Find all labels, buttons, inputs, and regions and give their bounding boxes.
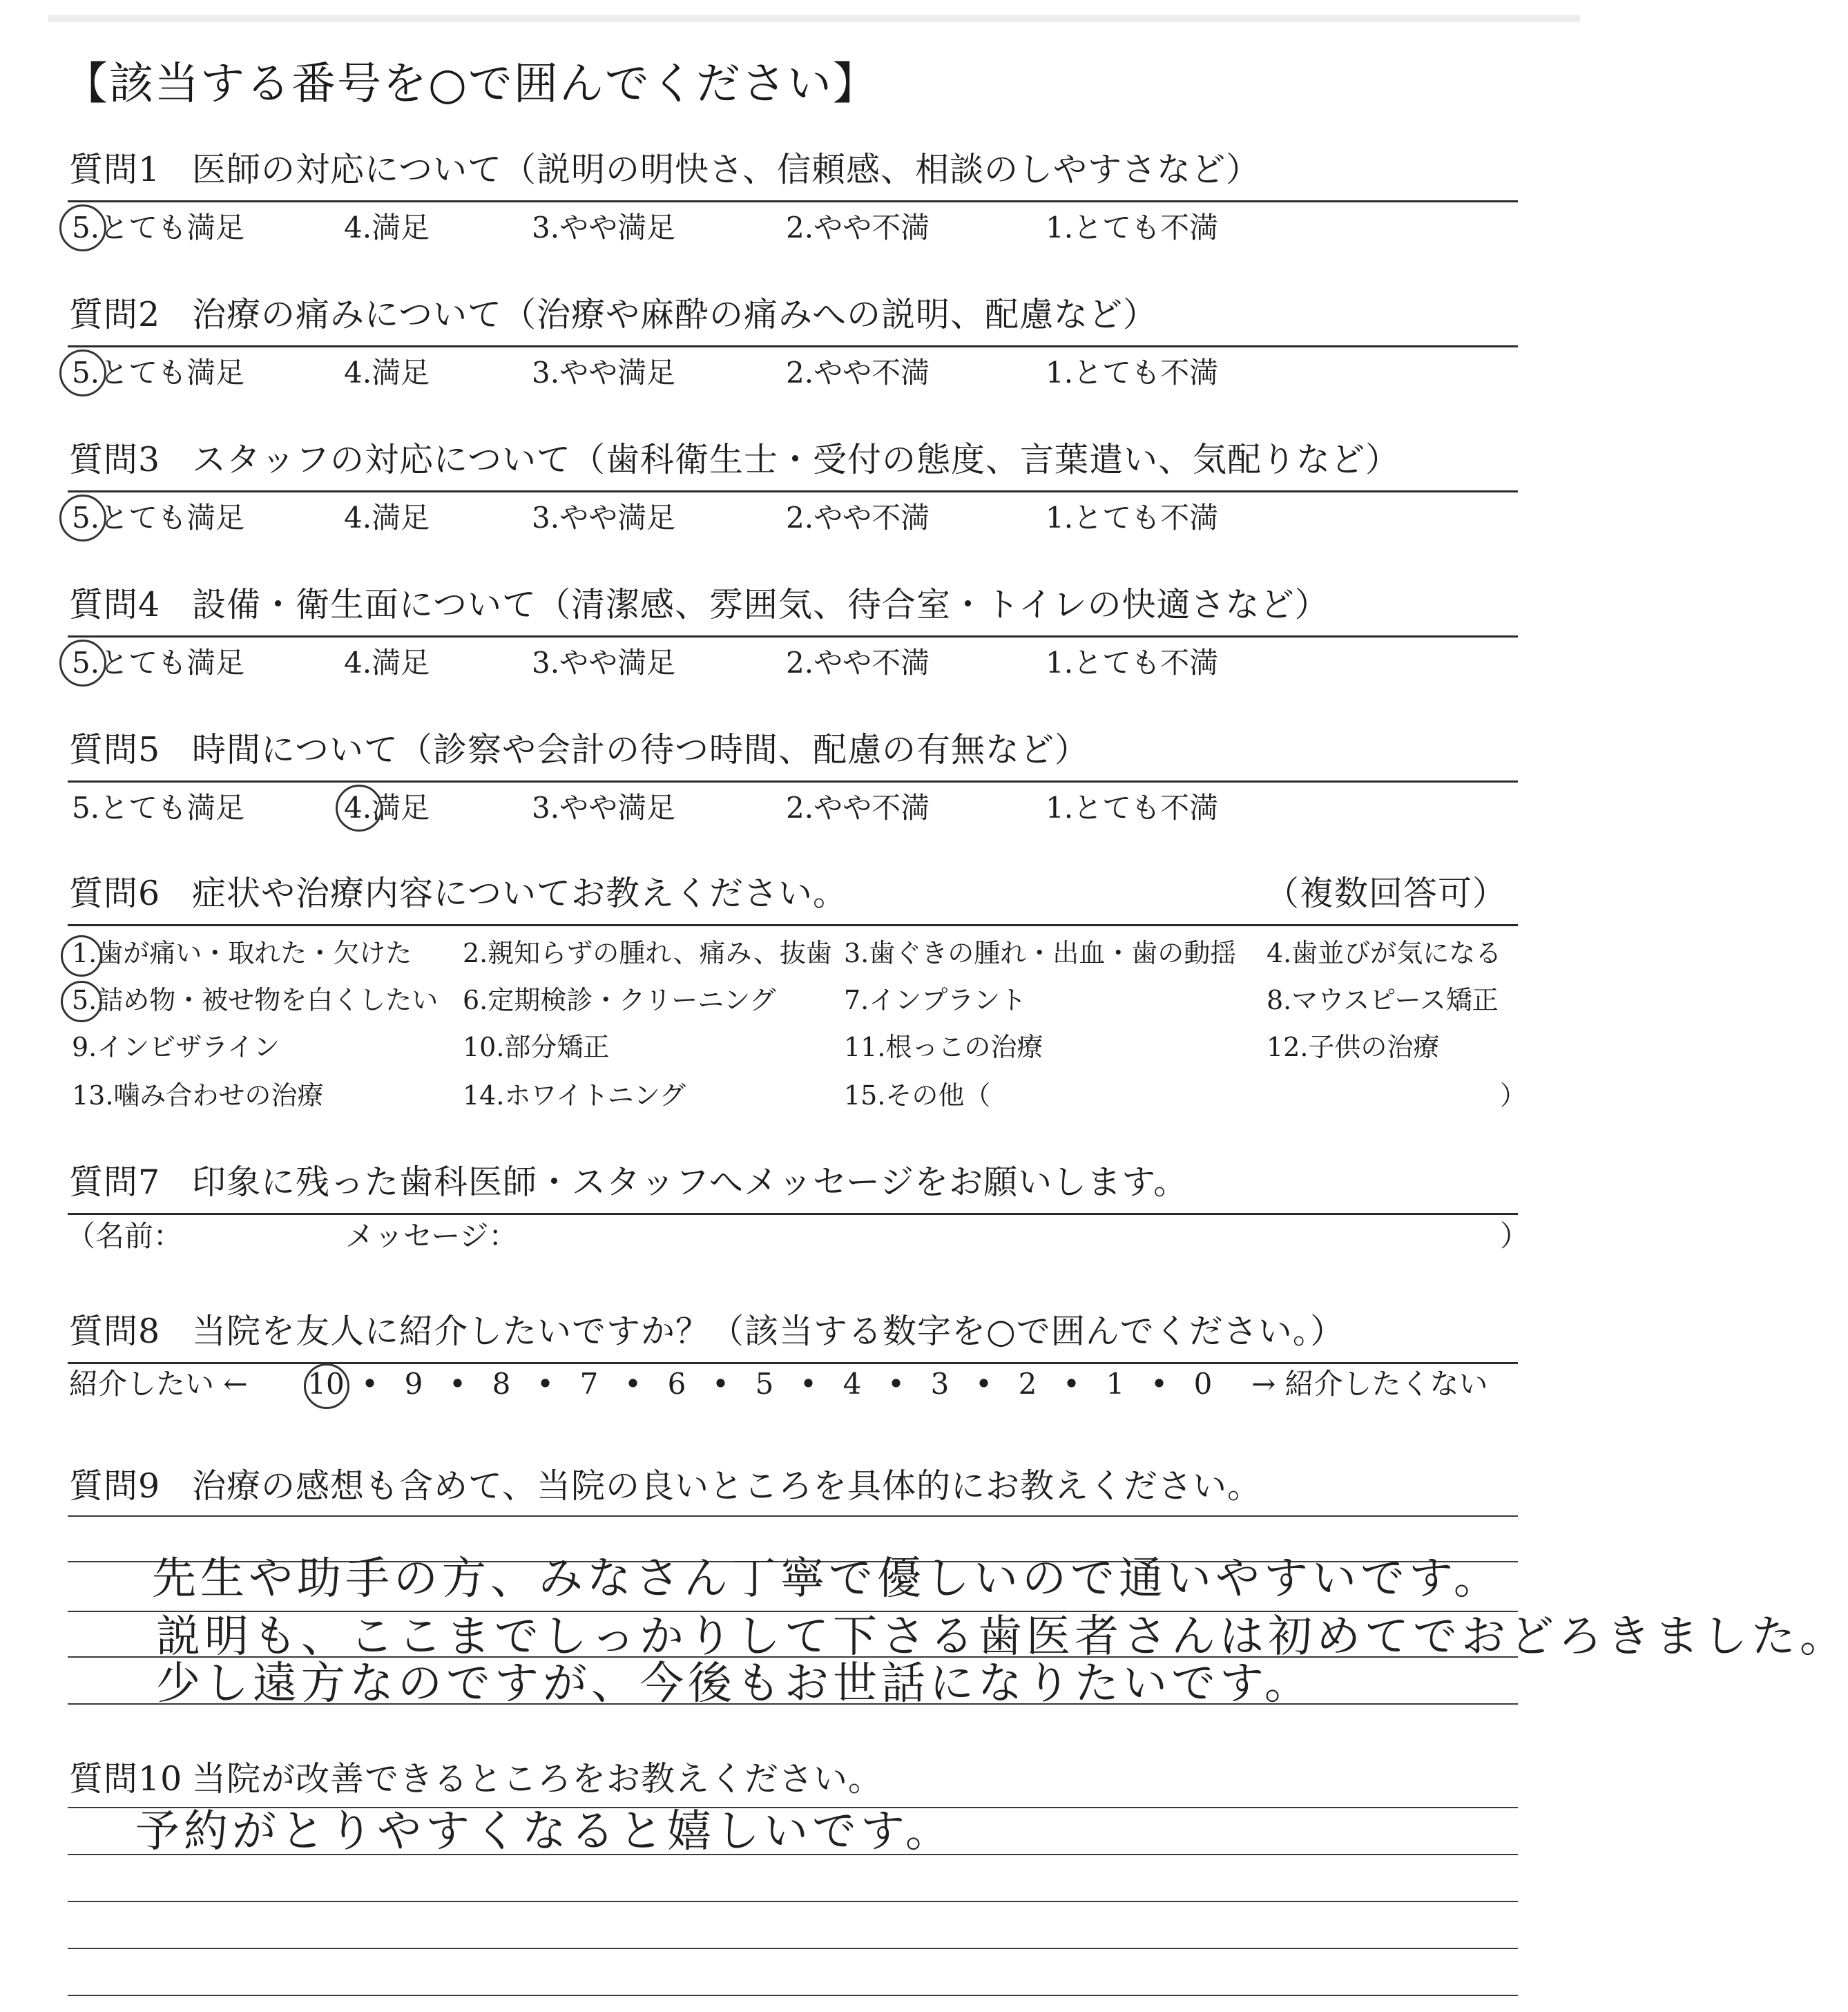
q1-option-1[interactable]: 1.とても不満 xyxy=(1046,211,1219,245)
question-text: 印象に残った歯科医師・スタッフへメッセージをお願いします。 xyxy=(192,1162,1188,1202)
question-2 xyxy=(69,293,1157,337)
q2-option-5[interactable]: 5.とても満足 xyxy=(72,356,245,390)
question-text: 治療の痛みについて（治療や麻酔の痛みへの説明、配慮など） xyxy=(192,295,1158,334)
question-label: 質問2 xyxy=(69,295,161,334)
answer-line xyxy=(68,1901,1518,1902)
scale-dot: • xyxy=(1063,1367,1080,1401)
q6-option-13[interactable]: 13.噛み合わせの治療 xyxy=(72,1080,324,1111)
q6-option-6[interactable]: 6.定期検診・クリーニング xyxy=(463,985,776,1015)
question-text: 治療の感想も含めて、当院の良いところを具体的にお教えください。 xyxy=(192,1466,1262,1506)
question-6 xyxy=(69,872,847,916)
q3-option-4[interactable]: 4.満足 xyxy=(344,501,430,535)
scale-number-2[interactable]: 2 xyxy=(1018,1367,1037,1401)
selection-circle xyxy=(59,349,106,396)
selection-circle xyxy=(61,981,102,1022)
question-3 xyxy=(69,438,1400,482)
question-text: 設備・衛生面について（清潔感、雰囲気、待合室・トイレの快適さなど） xyxy=(192,585,1329,624)
question-label: 質問9 xyxy=(69,1466,161,1506)
scale-number-3[interactable]: 3 xyxy=(930,1367,950,1401)
question-1 xyxy=(69,148,1260,192)
scale-dot: • xyxy=(624,1367,642,1401)
scale-dot: • xyxy=(800,1367,817,1401)
selection-circle xyxy=(304,1363,349,1409)
question-7-rule xyxy=(68,1213,1518,1215)
q7-close: ） xyxy=(1500,1219,1530,1253)
q6-option-11[interactable]: 11.根っこの治療 xyxy=(844,1032,1043,1062)
question-4 xyxy=(69,583,1329,627)
q6-other-close: ） xyxy=(1500,1080,1527,1111)
q2-option-4[interactable]: 4.満足 xyxy=(344,356,430,390)
answer-line xyxy=(68,1995,1518,1996)
q9-answer-line-3: 少し遠方なのですが、今後もお世話になりたいです。 xyxy=(156,1658,1313,1709)
selection-circle xyxy=(59,640,106,687)
scale-number-7[interactable]: 7 xyxy=(579,1367,599,1401)
q7-message-label: メッセージ： xyxy=(345,1219,518,1253)
question-text: 時間について（診察や会計の待つ時間、配慮の有無など） xyxy=(192,730,1090,769)
scale-number-5[interactable]: 5 xyxy=(755,1367,774,1401)
q5-option-5[interactable]: 5.とても満足 xyxy=(72,791,245,825)
scale-number-9[interactable]: 9 xyxy=(404,1367,423,1401)
q6-option-9[interactable]: 9.インビザライン xyxy=(72,1032,280,1062)
question-label: 質問3 xyxy=(69,440,161,479)
question-9 xyxy=(69,1464,1262,1508)
form-heading: 【該当する番号を○で囲んでください】 xyxy=(64,59,878,110)
scan-top-band xyxy=(48,15,1580,22)
scale-left-label: 紹介したい ← xyxy=(69,1367,248,1401)
scale-dot: • xyxy=(975,1367,992,1401)
multiple-answer-note: （複数回答可） xyxy=(1265,874,1508,913)
q5-option-3[interactable]: 3.やや満足 xyxy=(532,791,676,825)
q6-option-5[interactable]: 5.詰め物・被せ物を白くしたい xyxy=(72,985,439,1015)
question-label: 質問10 xyxy=(69,1759,183,1799)
q3-option-2[interactable]: 2.やや不満 xyxy=(786,501,930,535)
q6-option-8[interactable]: 8.マウスピース矯正 xyxy=(1267,985,1499,1015)
q1-option-4[interactable]: 4.満足 xyxy=(344,211,430,245)
scale-dot: • xyxy=(537,1367,554,1401)
q4-option-2[interactable]: 2.やや不満 xyxy=(786,646,930,680)
question-label: 質問5 xyxy=(69,730,161,769)
q9-answer-line-2: 説明も、ここまでしっかりして下さる歯医者さんは初めてでおどろきました。 xyxy=(156,1611,1848,1663)
question-label: 質問1 xyxy=(69,150,161,189)
q1-option-3[interactable]: 3.やや満足 xyxy=(532,211,676,245)
q3-option-1[interactable]: 1.とても不満 xyxy=(1046,501,1219,535)
q10-answer-line-1: 予約がとりやすくなると嬉しいです。 xyxy=(135,1806,954,1857)
scale-dot: • xyxy=(449,1367,466,1401)
q5-option-2[interactable]: 2.やや不満 xyxy=(786,791,930,825)
scale-dot: • xyxy=(1151,1367,1168,1401)
scale-number-0[interactable]: 0 xyxy=(1193,1367,1213,1401)
q6-option-7[interactable]: 7.インプラント xyxy=(844,985,1027,1015)
question-7 xyxy=(69,1160,1188,1205)
question-text: 当院を友人に紹介したいですか？（該当する数字を○で囲んでください。） xyxy=(192,1312,1345,1351)
q7-name-label: （名前： xyxy=(66,1219,183,1253)
question-label: 質問6 xyxy=(69,874,161,913)
q3-option-5[interactable]: 5.とても満足 xyxy=(72,501,245,535)
selection-circle xyxy=(336,785,383,832)
answer-line xyxy=(68,1948,1518,1949)
selection-circle xyxy=(59,495,106,542)
q6-option-3[interactable]: 3.歯ぐきの腫れ・出血・歯の動揺 xyxy=(844,938,1237,968)
scale-number-6[interactable]: 6 xyxy=(667,1367,686,1401)
q6-option-2[interactable]: 2.親知らずの腫れ、痛み、抜歯 xyxy=(463,938,832,968)
scale-number-10[interactable]: 10 xyxy=(307,1367,345,1401)
scale-number-8[interactable]: 8 xyxy=(492,1367,511,1401)
question-6-rule xyxy=(68,924,1518,926)
question-3-rule xyxy=(68,490,1518,492)
question-8-rule xyxy=(68,1362,1518,1364)
q2-option-3[interactable]: 3.やや満足 xyxy=(532,356,676,390)
q4-option-3[interactable]: 3.やや満足 xyxy=(532,646,676,680)
question-label: 質問8 xyxy=(69,1312,161,1351)
q6-option-10[interactable]: 10.部分矯正 xyxy=(463,1032,610,1062)
q6-option-15[interactable]: 15.その他（ xyxy=(844,1080,991,1111)
q5-option-1[interactable]: 1.とても不満 xyxy=(1046,791,1219,825)
q9-answer-line-1: 先生や助手の方、みなさん丁寧で優しいので通いやすいです。 xyxy=(152,1553,1502,1604)
q6-option-12[interactable]: 12.子供の治療 xyxy=(1267,1032,1440,1062)
question-text: スタッフの対応について（歯科衛生士・受付の態度、言葉遣い、気配りなど） xyxy=(192,440,1401,479)
q2-option-1[interactable]: 1.とても不満 xyxy=(1046,356,1219,390)
question-5 xyxy=(69,728,1089,772)
question-text: 症状や治療内容についてお教えください。 xyxy=(192,874,848,913)
q4-option-4[interactable]: 4.満足 xyxy=(344,646,430,680)
q4-option-5[interactable]: 5.とても満足 xyxy=(72,646,245,680)
selection-circle xyxy=(59,204,106,251)
selection-circle xyxy=(61,935,102,977)
scale-dot: • xyxy=(712,1367,729,1401)
question-8 xyxy=(69,1310,1345,1354)
question-1-rule xyxy=(68,200,1518,202)
question-4-rule xyxy=(68,635,1518,638)
q4-option-1[interactable]: 1.とても不満 xyxy=(1046,646,1219,680)
question-label: 質問7 xyxy=(69,1162,161,1202)
question-5-rule xyxy=(68,780,1518,783)
q6-option-1[interactable]: 1.歯が痛い・取れた・欠けた xyxy=(72,938,412,968)
answer-line xyxy=(68,1515,1518,1517)
q1-option-5[interactable]: 5.とても満足 xyxy=(72,211,245,245)
q1-option-2[interactable]: 2.やや不満 xyxy=(786,211,930,245)
q6-option-4[interactable]: 4.歯並びが気になる xyxy=(1267,938,1502,968)
scale-number-1[interactable]: 1 xyxy=(1106,1367,1125,1401)
q6-option-14[interactable]: 14.ホワイトニング xyxy=(463,1080,686,1111)
question-2-rule xyxy=(68,345,1518,347)
q3-option-3[interactable]: 3.やや満足 xyxy=(532,501,676,535)
question-text: 医師の対応について（説明の明快さ、信頼感、相談のしやすさなど） xyxy=(192,150,1261,189)
q2-option-2[interactable]: 2.やや不満 xyxy=(786,356,930,390)
question-label: 質問4 xyxy=(69,585,161,624)
scale-dot: • xyxy=(887,1367,905,1401)
question-text: 当院が改善できるところをお教えください。 xyxy=(192,1759,883,1799)
scale-right-label: → 紹介したくない xyxy=(1251,1367,1488,1401)
question-10 xyxy=(69,1757,883,1801)
scale-dot: • xyxy=(361,1367,378,1401)
scale-number-4[interactable]: 4 xyxy=(843,1367,862,1401)
q5-option-4[interactable]: 4.満足 xyxy=(344,791,430,825)
